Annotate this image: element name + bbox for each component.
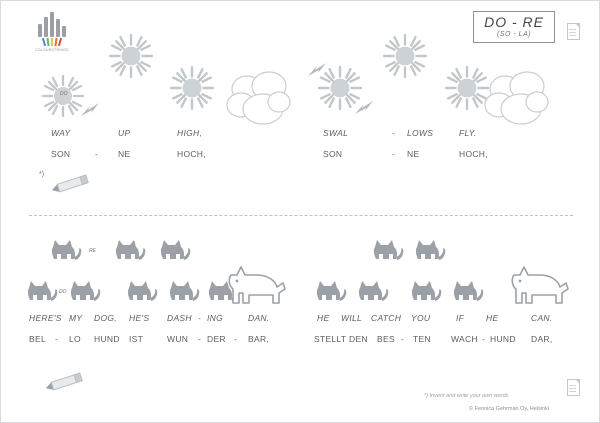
lyric-word: IF <box>456 313 465 323</box>
lyric-word: CAN. <box>531 313 553 323</box>
lyric-hyphen-alt: - <box>234 334 238 344</box>
lyric-hyphen-alt: - <box>401 334 405 344</box>
lyric-word-alt: IST <box>129 334 144 344</box>
lyric-word: HE <box>317 313 330 323</box>
cloud-icon <box>481 69 549 129</box>
swallow-bird-icon <box>306 61 328 84</box>
lyric-word-alt: HOCH, <box>177 149 206 159</box>
cat-icon <box>25 278 59 309</box>
lyric-word-alt: LO <box>69 334 81 344</box>
cat-icon <box>68 278 102 309</box>
sun-icon <box>108 33 154 79</box>
lyric-word: WILL <box>341 313 363 323</box>
cat-icon <box>113 237 147 268</box>
cat-icon <box>49 237 83 268</box>
logo-rays-icon <box>29 38 75 46</box>
lyric-word-alt: HOCH, <box>459 149 488 159</box>
lyric-word: MY <box>69 313 83 323</box>
lyric-word-alt: TEN <box>413 334 431 344</box>
lyric-hyphen-alt: - <box>55 334 59 344</box>
logo-bars-icon <box>29 11 75 37</box>
lyric-word: FLY. <box>459 128 477 138</box>
pencil-icon[interactable] <box>39 371 85 400</box>
cat-icon <box>158 237 192 268</box>
lyric-word: HIGH, <box>177 128 203 138</box>
lyric-word: CATCH <box>371 313 402 323</box>
lyric-hyphen: - <box>392 128 396 138</box>
lyric-word: DAN. <box>248 313 270 323</box>
lyric-word-alt: HUND <box>94 334 120 344</box>
swallow-bird-icon <box>353 99 375 122</box>
lyric-word: WAY <box>51 128 71 138</box>
lyric-word-alt: DER <box>207 334 226 344</box>
lyric-word-alt: HUND <box>490 334 516 344</box>
cloud-icon <box>223 69 291 129</box>
cat-icon <box>125 278 159 309</box>
lyric-word-alt: BES <box>377 334 395 344</box>
lyric-word: DASH <box>167 313 192 323</box>
swallow-bird-icon <box>79 101 101 124</box>
lyric-hyphen-alt: - <box>198 334 202 344</box>
lyric-hyphen: - <box>198 313 202 323</box>
note-label: DO <box>60 91 68 97</box>
lyric-word: YOU <box>411 313 431 323</box>
cat-icon <box>314 278 348 309</box>
lyric-word-alt: BAR, <box>248 334 270 344</box>
sun-icon <box>169 65 215 111</box>
lyric-hyphen-alt: - <box>95 149 99 159</box>
cat-icon <box>409 278 443 309</box>
lyric-hyphen-alt: - <box>392 149 396 159</box>
key-box-sub: (SO - LA) <box>497 30 532 38</box>
key-box-main: DO - RE <box>484 14 544 30</box>
note-label: RE <box>89 248 96 254</box>
note-label: DO <box>59 289 67 295</box>
lyric-word: ING <box>207 313 224 323</box>
colourstrings-logo <box>29 11 75 57</box>
cat-icon <box>356 278 390 309</box>
lyric-word-alt: NE <box>118 149 131 159</box>
footnote-star: *) <box>39 171 45 178</box>
cat-icon <box>167 278 201 309</box>
lyric-word-alt: DAR, <box>531 334 553 344</box>
cat-icon <box>451 278 485 309</box>
cat-icon <box>371 237 405 268</box>
invent-note: *) Invent and write your own words <box>424 393 509 399</box>
lyric-word: SWAL <box>323 128 349 138</box>
lyric-word: HE'S <box>129 313 150 323</box>
lyric-word-alt: WUN <box>167 334 189 344</box>
sun-icon <box>382 33 428 79</box>
lyric-word-alt: STELLT <box>314 334 347 344</box>
copyright-text: © Fennica Gehrman Oy, Helsinki <box>469 406 550 412</box>
key-box <box>473 11 555 43</box>
lyric-word-alt: BEL <box>29 334 46 344</box>
page-icon-top <box>567 23 581 41</box>
section-divider <box>29 215 573 216</box>
cat-icon <box>413 237 447 268</box>
lyric-word-alt: SON <box>323 149 343 159</box>
lyric-word: DOG, <box>94 313 117 323</box>
dog-icon <box>223 255 289 312</box>
lyric-word-alt: SON <box>51 149 71 159</box>
page-icon-bottom <box>567 379 581 397</box>
lyric-word: HERE'S <box>29 313 62 323</box>
lyric-hyphen-alt: - <box>482 334 486 344</box>
lyric-word-alt: NE <box>407 149 420 159</box>
dog-icon <box>506 255 572 312</box>
lyric-word: HE <box>486 313 499 323</box>
lyric-word-alt: DEN <box>349 334 368 344</box>
lyric-word: LOWS <box>407 128 434 138</box>
logo-text: COLOURSTRINGS <box>35 48 69 52</box>
pencil-icon[interactable] <box>39 171 91 202</box>
lyric-word: UP <box>118 128 131 138</box>
lyric-word-alt: WACH <box>451 334 478 344</box>
